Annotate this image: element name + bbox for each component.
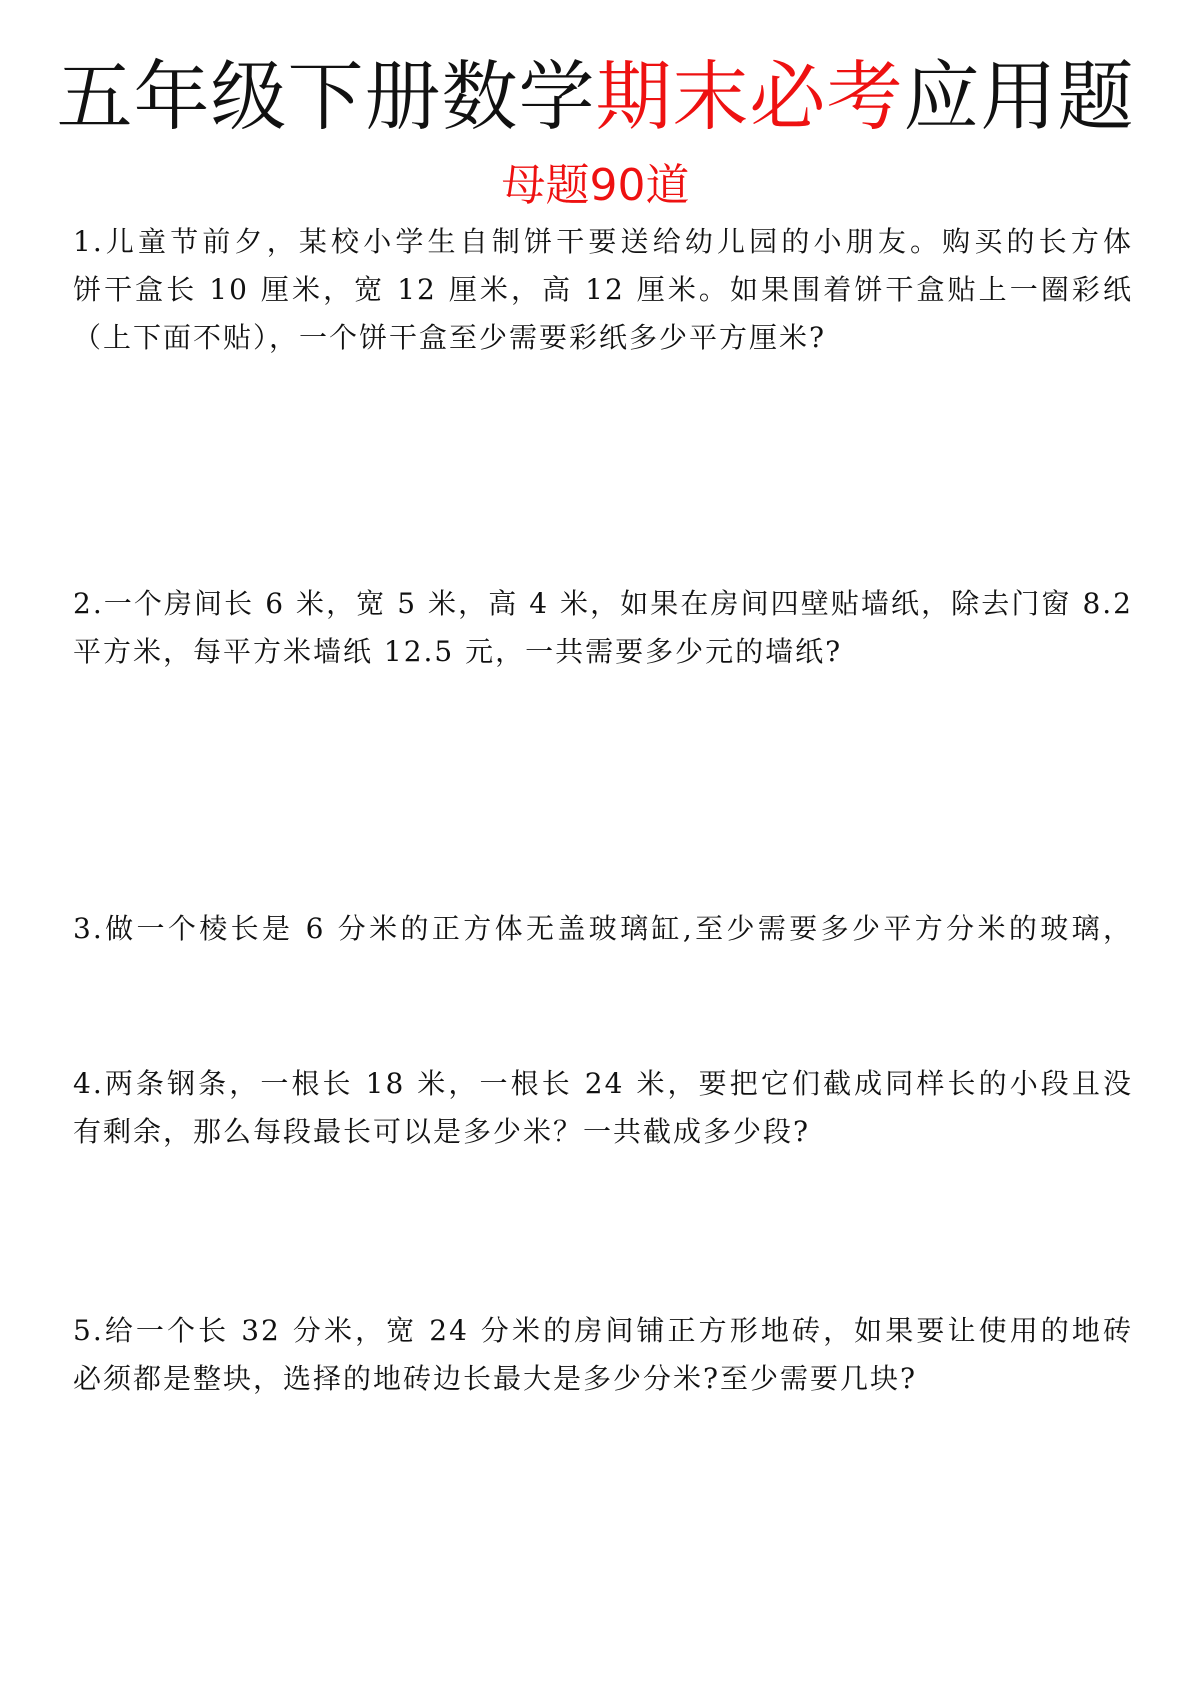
question-line: 必须都是整块，选择的地砖边长最大是多少分米?至少需要几块?: [73, 1362, 918, 1395]
question-line: 4.两条钢条，一根长 18 米，一根长 24 米，要把它们截成同样长的小段且没: [73, 1067, 1133, 1100]
question-3: [73, 905, 1133, 953]
page-title: [0, 52, 1191, 142]
title-part-1: 五年级下册数学: [56, 52, 596, 141]
question-line: 5.给一个长 32 分米，宽 24 分米的房间铺正方形地砖，如果要让使用的地砖: [73, 1314, 1133, 1347]
title-highlight: 期末必考: [595, 52, 904, 141]
question-line: 2.一个房间长 6 米，宽 5 米，高 4 米，如果在房间四壁贴墙纸，除去门窗 8.2: [73, 587, 1133, 620]
question-2: [73, 580, 1133, 676]
page-subtitle: 母题90道: [501, 160, 690, 211]
question-4: [73, 1060, 1133, 1156]
title-part-2: 应用题: [903, 52, 1135, 141]
question-line: 平方米，每平方米墙纸 12.5 元，一共需要多少元的墙纸?: [73, 635, 843, 668]
question-line: 3.做一个棱长是 6 分米的正方体无盖玻璃缸,至少需要多少平方分米的玻璃，: [73, 912, 1133, 945]
question-line: 有剩余，那么每段最长可以是多少米？一共截成多少段?: [73, 1115, 811, 1148]
question-line: 饼干盒长 10 厘米，宽 12 厘米，高 12 厘米。如果围着饼干盒贴上一圈彩纸: [73, 273, 1133, 306]
question-5: [73, 1307, 1133, 1403]
question-line: （上下面不贴），一个饼干盒至少需要彩纸多少平方厘米?: [73, 321, 827, 354]
question-line: 1.儿童节前夕，某校小学生自制饼干要送给幼儿园的小朋友。购买的长方体: [73, 225, 1133, 258]
question-1: [73, 218, 1133, 362]
